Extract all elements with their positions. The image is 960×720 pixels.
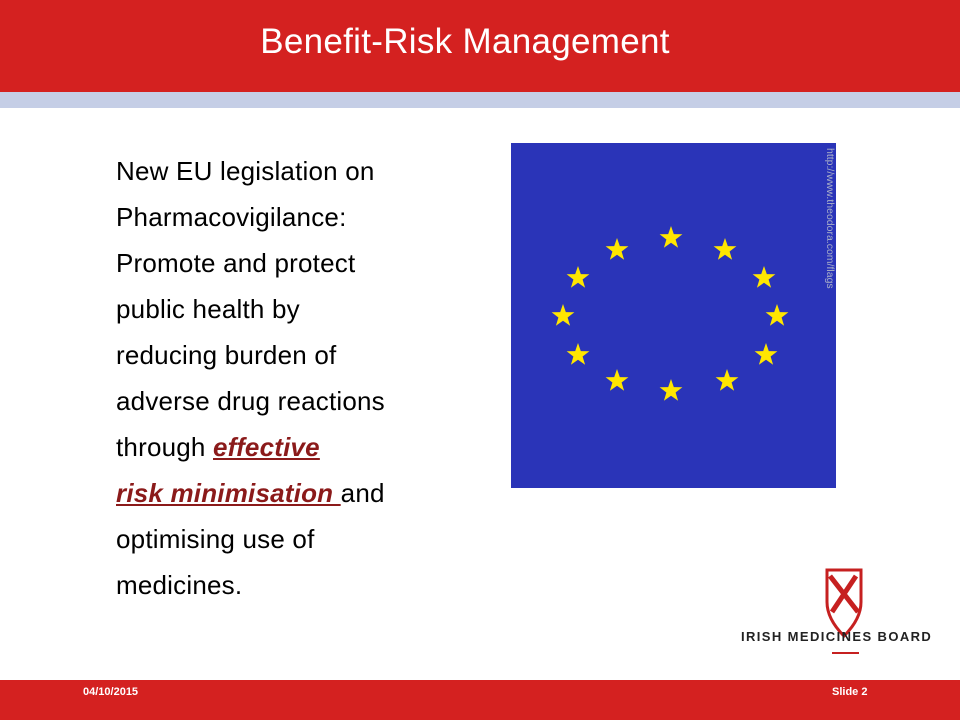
body-line-4: public health by — [116, 294, 300, 324]
logo-rule — [832, 652, 859, 654]
flag-credit: http://www.theodora.com/flags — [824, 148, 836, 289]
emphasis-effective: effective — [213, 432, 320, 462]
imb-logo — [730, 560, 933, 660]
body-line-1: New EU legislation on — [116, 156, 375, 186]
logo-cross — [830, 576, 858, 612]
body-line-9: optimising use of — [116, 524, 315, 554]
eu-flag-image — [511, 143, 836, 488]
footer-bar — [0, 680, 960, 720]
slide-number: Slide 2 — [832, 686, 868, 698]
body-line-2: Pharmacovigilance: — [116, 202, 347, 232]
body-line-7-prefix: through — [116, 432, 214, 462]
body-line-6: adverse drug reactions — [116, 386, 385, 416]
body-line-10: medicines. — [116, 570, 243, 600]
title-stripe — [0, 92, 960, 108]
footer-date: 04/10/2015 — [83, 686, 139, 698]
emphasis-risk-minimisation: risk minimisation — [116, 478, 341, 508]
logo-text: IRISH MEDICINES BOARD — [741, 629, 933, 644]
slide-title: Benefit-Risk Management — [260, 22, 670, 61]
body-line-5: reducing burden of — [116, 340, 337, 370]
body-text — [116, 148, 476, 608]
body-line-8 — [116, 470, 476, 516]
body-line-8-suffix: and — [340, 478, 385, 508]
body-line-7 — [116, 424, 476, 470]
body-line-3: Promote and protect — [116, 248, 356, 278]
